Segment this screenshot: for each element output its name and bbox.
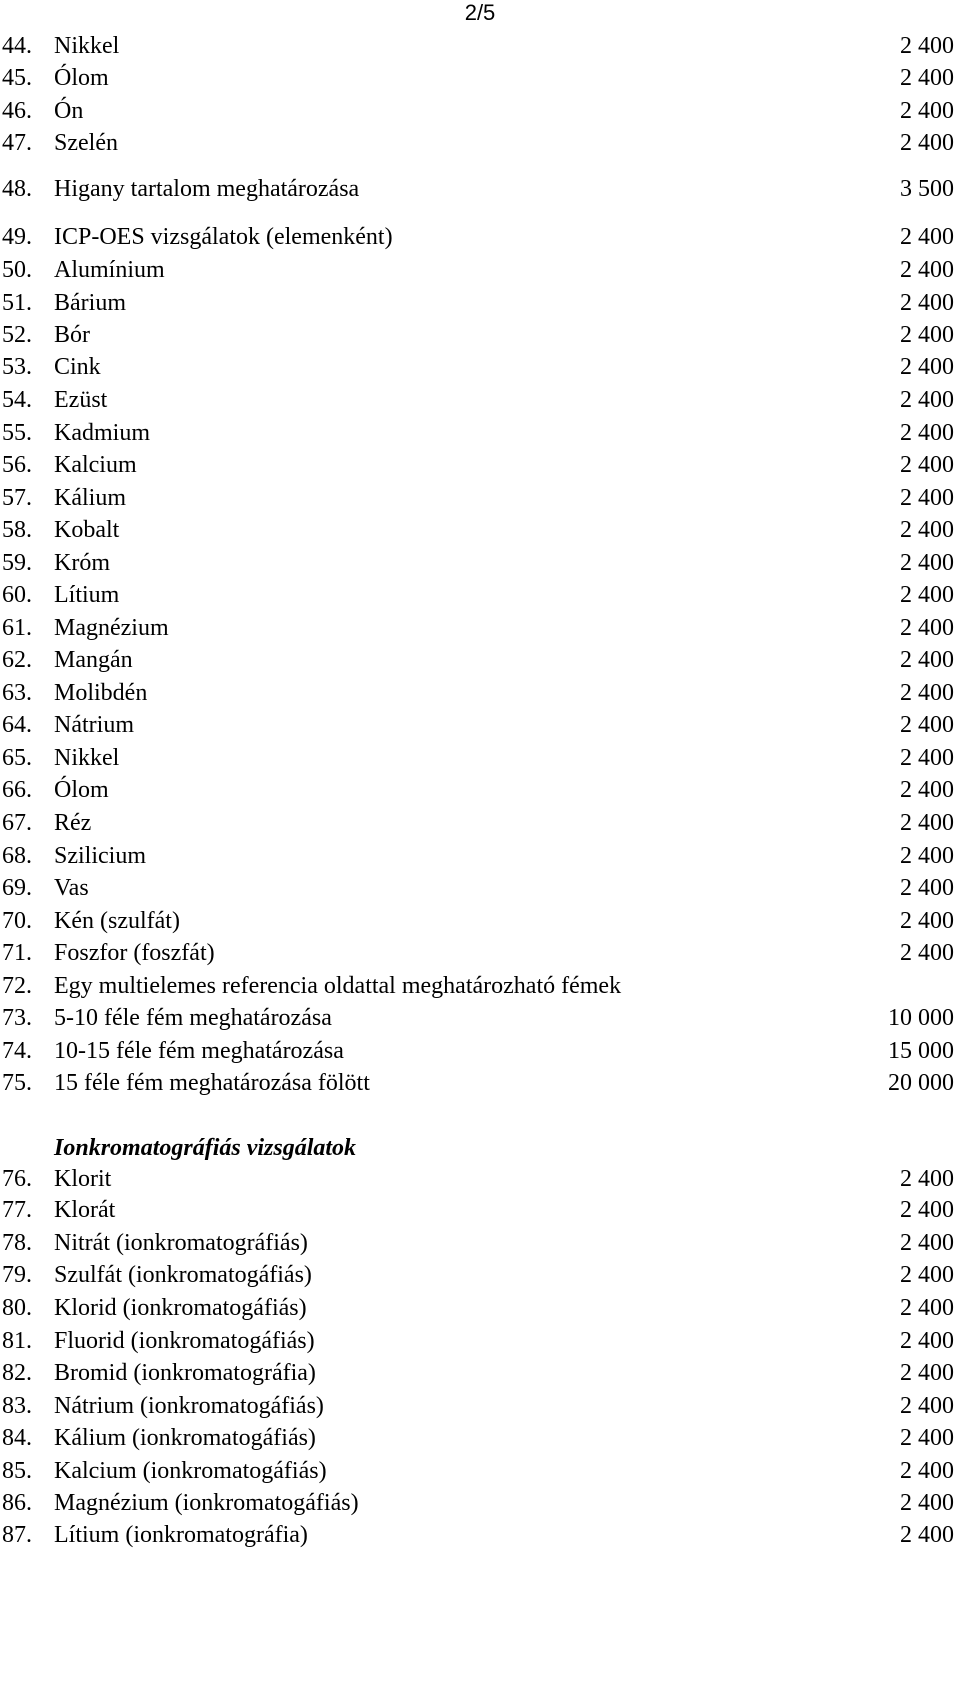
item-label: 15 féle fém meghatározása fölött	[54, 1070, 370, 1096]
item-number: 54.	[2, 387, 32, 413]
item-number: 85.	[2, 1458, 32, 1484]
item-label: Kalcium (ionkromatogáfiás)	[54, 1458, 327, 1484]
item-number: 87.	[2, 1522, 32, 1548]
item-price: 2 400	[900, 582, 954, 608]
list-item	[0, 1226, 960, 1260]
item-label: Ólom	[54, 65, 109, 91]
item-number: 47.	[2, 130, 32, 156]
item-label: Lítium	[54, 582, 120, 608]
item-number: 81.	[2, 1328, 32, 1354]
item-number: 83.	[2, 1393, 32, 1419]
item-price: 2 400	[900, 908, 954, 934]
list-item	[0, 1034, 960, 1068]
item-price: 2 400	[900, 257, 954, 283]
item-number: 69.	[2, 875, 32, 901]
item-number: 60.	[2, 582, 32, 608]
item-number: 48.	[2, 176, 32, 202]
list-item	[0, 806, 960, 840]
item-price: 2 400	[900, 1425, 954, 1451]
item-price: 20 000	[888, 1070, 954, 1096]
item-number: 57.	[2, 485, 32, 511]
item-label: Ón	[54, 98, 84, 124]
item-number: 73.	[2, 1005, 32, 1031]
item-number: 82.	[2, 1360, 32, 1386]
item-number: 78.	[2, 1230, 32, 1256]
list-item	[0, 1518, 960, 1552]
list-item	[0, 643, 960, 677]
item-number: 68.	[2, 843, 32, 869]
list-item	[0, 513, 960, 547]
item-label: Kén (szulfát)	[54, 908, 180, 934]
item-label: Nátrium (ionkromatogáfiás)	[54, 1393, 324, 1419]
item-price: 2 400	[900, 1328, 954, 1354]
item-number: 76.	[2, 1166, 32, 1192]
item-number: 59.	[2, 550, 32, 576]
item-number: 49.	[2, 224, 32, 250]
list-item	[0, 286, 960, 320]
item-price: 3 500	[900, 176, 954, 202]
item-price: 2 400	[900, 1393, 954, 1419]
item-label: Higany tartalom meghatározása	[54, 176, 360, 202]
item-label: Bárium	[54, 290, 126, 316]
list-item	[0, 773, 960, 807]
list-item	[0, 546, 960, 580]
list-item	[0, 969, 960, 1003]
list-item	[0, 904, 960, 938]
item-label: 10-15 féle fém meghatározása	[54, 1038, 344, 1064]
item-price: 2 400	[900, 550, 954, 576]
item-price: 2 400	[900, 452, 954, 478]
item-label: Bór	[54, 322, 90, 348]
item-price: 2 400	[900, 680, 954, 706]
item-label: Molibdén	[54, 680, 148, 706]
list-item	[0, 220, 960, 254]
list-item	[0, 1324, 960, 1358]
item-label: Króm	[54, 550, 110, 576]
section-heading: Ionkromatográfiás vizsgálatok	[54, 1135, 357, 1161]
item-number: 61.	[2, 615, 32, 641]
item-price: 2 400	[900, 1230, 954, 1256]
item-label: Kobalt	[54, 517, 120, 543]
item-price: 2 400	[900, 1166, 954, 1192]
item-price: 2 400	[900, 354, 954, 380]
list-item	[0, 1421, 960, 1455]
item-price: 2 400	[900, 940, 954, 966]
item-price: 2 400	[900, 290, 954, 316]
item-number: 63.	[2, 680, 32, 706]
item-number: 51.	[2, 290, 32, 316]
list-item	[0, 1486, 960, 1520]
item-label: Kadmium	[54, 420, 150, 446]
item-price: 2 400	[900, 875, 954, 901]
item-label: Klorát	[54, 1197, 116, 1223]
list-item	[0, 1162, 960, 1196]
list-item	[0, 1193, 960, 1227]
item-number: 50.	[2, 257, 32, 283]
item-label: Nitrát (ionkromatográfiás)	[54, 1230, 308, 1256]
item-number: 84.	[2, 1425, 32, 1451]
item-number: 74.	[2, 1038, 32, 1064]
item-label: 5-10 féle fém meghatározása	[54, 1005, 332, 1031]
list-item	[0, 350, 960, 384]
item-number: 75.	[2, 1070, 32, 1096]
list-item	[0, 416, 960, 450]
item-number: 53.	[2, 354, 32, 380]
item-label: Szulfát (ionkromatogáfiás)	[54, 1262, 312, 1288]
list-item	[0, 94, 960, 128]
item-label: ICP-OES vizsgálatok (elemenként)	[54, 224, 393, 250]
item-number: 66.	[2, 777, 32, 803]
item-label: Foszfor (foszfát)	[54, 940, 215, 966]
item-price: 2 400	[900, 843, 954, 869]
item-price: 2 400	[900, 98, 954, 124]
list-item	[0, 172, 960, 206]
item-label: Fluorid (ionkromatogáfiás)	[54, 1328, 315, 1354]
item-label: Cink	[54, 354, 101, 380]
list-item	[0, 1291, 960, 1325]
item-price: 15 000	[888, 1038, 954, 1064]
list-item	[0, 1389, 960, 1423]
item-price: 2 400	[900, 485, 954, 511]
item-label: Klorid (ionkromatogáfiás)	[54, 1295, 307, 1321]
item-label: Bromid (ionkromatográfia)	[54, 1360, 316, 1386]
item-number: 56.	[2, 452, 32, 478]
list-item	[0, 936, 960, 970]
list-item	[0, 481, 960, 515]
item-number: 79.	[2, 1262, 32, 1288]
item-price: 2 400	[900, 420, 954, 446]
item-price: 2 400	[900, 33, 954, 59]
item-price: 2 400	[900, 322, 954, 348]
list-item	[0, 29, 960, 63]
item-number: 86.	[2, 1490, 32, 1516]
item-label: Ólom	[54, 777, 109, 803]
item-label: Kálium (ionkromatogáfiás)	[54, 1425, 316, 1451]
item-price: 10 000	[888, 1005, 954, 1031]
item-label: Magnézium (ionkromatogáfiás)	[54, 1490, 359, 1516]
item-number: 58.	[2, 517, 32, 543]
item-number: 80.	[2, 1295, 32, 1321]
item-price: 2 400	[900, 647, 954, 673]
item-price: 2 400	[900, 1490, 954, 1516]
list-item	[0, 126, 960, 160]
item-number: 70.	[2, 908, 32, 934]
item-price: 2 400	[900, 130, 954, 156]
item-label: Egy multielemes referencia oldattal meghatározható fémek	[54, 973, 622, 999]
item-number: 45.	[2, 65, 32, 91]
item-price: 2 400	[900, 777, 954, 803]
item-price: 2 400	[900, 1295, 954, 1321]
list-item	[0, 611, 960, 645]
list-item	[0, 448, 960, 482]
list-item	[0, 1454, 960, 1488]
list-item	[0, 1001, 960, 1035]
item-label: Kálium	[54, 485, 126, 511]
item-label: Nikkel	[54, 33, 120, 59]
item-label: Magnézium	[54, 615, 169, 641]
item-number: 67.	[2, 810, 32, 836]
list-item	[0, 1258, 960, 1292]
list-item	[0, 318, 960, 352]
item-price: 2 400	[900, 387, 954, 413]
item-label: Nátrium	[54, 712, 134, 738]
list-item	[0, 253, 960, 287]
item-number: 72.	[2, 973, 32, 999]
item-price: 2 400	[900, 810, 954, 836]
item-label: Szilicium	[54, 843, 146, 869]
list-item	[0, 741, 960, 775]
item-price: 2 400	[900, 65, 954, 91]
item-number: 46.	[2, 98, 32, 124]
page-number: 2/5	[464, 0, 496, 25]
item-price: 2 400	[900, 745, 954, 771]
item-label: Ezüst	[54, 387, 108, 413]
item-label: Szelén	[54, 130, 118, 156]
item-label: Vas	[54, 875, 89, 901]
item-number: 52.	[2, 322, 32, 348]
list-item	[0, 1066, 960, 1100]
list-item	[0, 578, 960, 612]
list-item	[0, 383, 960, 417]
item-price: 2 400	[900, 1458, 954, 1484]
item-price: 2 400	[900, 1360, 954, 1386]
item-price: 2 400	[900, 712, 954, 738]
item-label: Klorit	[54, 1166, 112, 1192]
item-number: 44.	[2, 33, 32, 59]
item-number: 64.	[2, 712, 32, 738]
list-item	[0, 1356, 960, 1390]
item-label: Mangán	[54, 647, 133, 673]
item-price: 2 400	[900, 517, 954, 543]
item-label: Kalcium	[54, 452, 137, 478]
item-label: Réz	[54, 810, 92, 836]
item-number: 55.	[2, 420, 32, 446]
list-item	[0, 61, 960, 95]
item-label: Nikkel	[54, 745, 120, 771]
item-price: 2 400	[900, 1522, 954, 1548]
item-price: 2 400	[900, 1262, 954, 1288]
item-price: 2 400	[900, 224, 954, 250]
item-label: Alumínium	[54, 257, 165, 283]
item-label: Lítium (ionkromatográfia)	[54, 1522, 308, 1548]
item-price: 2 400	[900, 615, 954, 641]
item-number: 77.	[2, 1197, 32, 1223]
item-number: 62.	[2, 647, 32, 673]
item-number: 65.	[2, 745, 32, 771]
list-item	[0, 871, 960, 905]
list-item	[0, 708, 960, 742]
item-price: 2 400	[900, 1197, 954, 1223]
list-item	[0, 839, 960, 873]
list-item	[0, 676, 960, 710]
item-number: 71.	[2, 940, 32, 966]
